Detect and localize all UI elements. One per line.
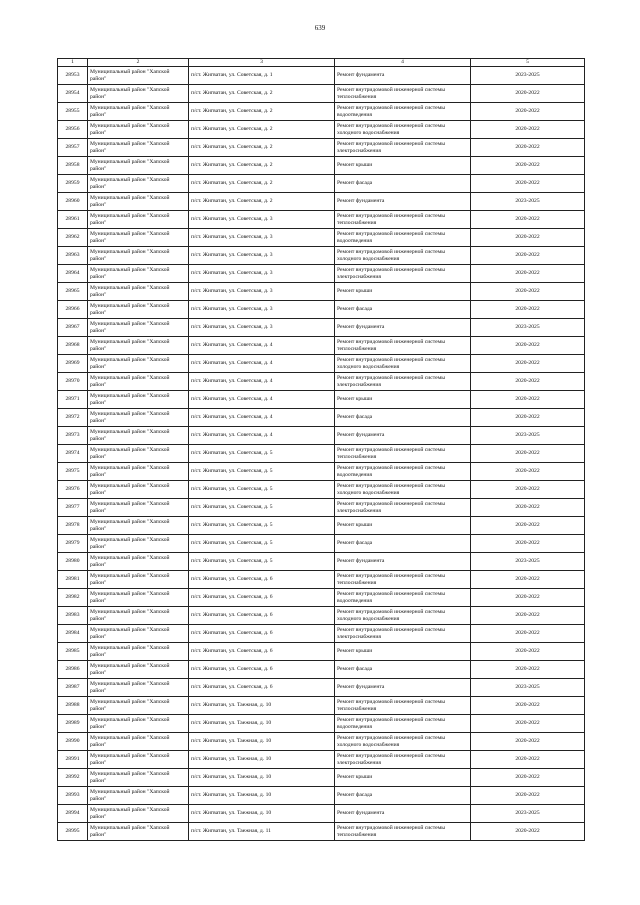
row-number: 28988 [58,697,88,715]
address-cell: п/ст. Жигватан, ул. Советская, д. 2 [189,103,335,121]
address-cell: п/ст. Жигватан, ул. Советская, д. 3 [189,319,335,337]
row-number: 28966 [58,301,88,319]
table-row [58,157,585,175]
row-number: 28975 [58,463,88,481]
municipality-cell: Муниципальный район "Хапской район" [88,805,189,823]
row-number: 28979 [58,535,88,553]
period-cell: 2020-2022 [471,391,585,409]
table-row [58,193,585,211]
municipality-cell: Муниципальный район "Хапской район" [88,571,189,589]
municipality-cell: Муниципальный район "Хапской район" [88,625,189,643]
municipality-cell: Муниципальный район "Хапской район" [88,661,189,679]
table-row [58,517,585,535]
address-cell: п/ст. Жигватан, ул. Советская, д. 5 [189,481,335,499]
work-type-cell: Ремонт фасада [335,175,471,193]
municipality-cell: Муниципальный район "Хапской район" [88,157,189,175]
address-cell: п/ст. Жигватан, ул. Советская, д. 3 [189,265,335,283]
address-cell: п/ст. Жигватан, ул. Советская, д. 6 [189,679,335,697]
address-cell: п/ст. Жигватан, ул. Советская, д. 3 [189,211,335,229]
period-cell: 2020-2022 [471,121,585,139]
column-header-5: 5 [471,59,585,67]
address-cell: п/ст. Жигватан, ул. Советская, д. 6 [189,571,335,589]
work-type-cell: Ремонт внутридомовой инженерной системы электроснабжения [335,373,471,391]
work-type-cell: Ремонт внутридомовой инженерной системы теплоснабжения [335,85,471,103]
table-row [58,481,585,499]
period-cell: 2020-2022 [471,463,585,481]
period-cell: 2020-2022 [471,229,585,247]
table-row [58,337,585,355]
address-cell: п/ст. Жигватан, ул. Советская, д. 4 [189,409,335,427]
table-row [58,463,585,481]
work-type-cell: Ремонт фасада [335,409,471,427]
work-type-cell: Ремонт фундамента [335,193,471,211]
address-cell: п/ст. Жигватан, ул. Советская, д. 2 [189,193,335,211]
period-cell: 2020-2022 [471,535,585,553]
table-row [58,625,585,643]
table-row [58,607,585,625]
period-cell: 2020-2022 [471,373,585,391]
row-number: 28982 [58,589,88,607]
period-cell: 2020-2022 [471,103,585,121]
address-cell: п/ст. Жигватан, ул. Советская, д. 4 [189,337,335,355]
period-cell: 2020-2022 [471,445,585,463]
repair-schedule-table [57,58,585,841]
municipality-cell: Муниципальный район "Хапской район" [88,517,189,535]
period-cell: 2020-2022 [471,211,585,229]
address-cell: п/ст. Жигватан, ул. Советская, д. 4 [189,373,335,391]
municipality-cell: Муниципальный район "Хапской район" [88,85,189,103]
row-number: 28992 [58,769,88,787]
address-cell: п/ст. Жигватан, ул. Советская, д. 6 [189,589,335,607]
work-type-cell: Ремонт внутридомовой инженерной системы водоотведения [335,229,471,247]
row-number: 28955 [58,103,88,121]
table-body [58,67,585,841]
row-number: 28984 [58,625,88,643]
municipality-cell: Муниципальный район "Хапской район" [88,823,189,841]
municipality-cell: Муниципальный район "Хапской район" [88,265,189,283]
row-number: 28978 [58,517,88,535]
municipality-cell: Муниципальный район "Хапской район" [88,787,189,805]
address-cell: п/ст. Жигватан, ул. Советская, д. 2 [189,85,335,103]
address-cell: п/ст. Жигватан, ул. Советская, д. 6 [189,607,335,625]
period-cell: 2020-2022 [471,769,585,787]
table-row [58,427,585,445]
period-cell: 2020-2022 [471,661,585,679]
work-type-cell: Ремонт внутридомовой инженерной системы холодного водоснабжения [335,355,471,373]
address-cell: п/ст. Жигватан, ул. Советская, д. 5 [189,517,335,535]
municipality-cell: Муниципальный район "Хапской район" [88,445,189,463]
table-row [58,211,585,229]
period-cell: 2020-2022 [471,175,585,193]
municipality-cell: Муниципальный район "Хапской район" [88,67,189,85]
row-number: 28959 [58,175,88,193]
row-number: 28989 [58,715,88,733]
page-number: 639 [314,24,326,32]
work-type-cell: Ремонт крыши [335,283,471,301]
address-cell: п/ст. Жигватан, ул. Таежная, д. 10 [189,787,335,805]
row-number: 28956 [58,121,88,139]
table-row [58,823,585,841]
work-type-cell: Ремонт фундамента [335,67,471,85]
row-number: 28971 [58,391,88,409]
address-cell: п/ст. Жигватан, ул. Таежная, д. 11 [189,823,335,841]
work-type-cell: Ремонт внутридомовой инженерной системы электроснабжения [335,751,471,769]
row-number: 28976 [58,481,88,499]
period-cell: 2020-2022 [471,625,585,643]
work-type-cell: Ремонт внутридомовой инженерной системы теплоснабжения [335,571,471,589]
municipality-cell: Муниципальный район "Хапской район" [88,643,189,661]
work-type-cell: Ремонт внутридомовой инженерной системы холодного водоснабжения [335,121,471,139]
period-cell: 2023-2025 [471,805,585,823]
period-cell: 2023-2025 [471,679,585,697]
period-cell: 2023-2025 [471,427,585,445]
work-type-cell: Ремонт внутридомовой инженерной системы электроснабжения [335,265,471,283]
work-type-cell: Ремонт внутридомовой инженерной системы теплоснабжения [335,823,471,841]
address-cell: п/ст. Жигватан, ул. Таежная, д. 10 [189,805,335,823]
period-cell: 2020-2022 [471,265,585,283]
address-cell: п/ст. Жигватан, ул. Советская, д. 6 [189,643,335,661]
table-row [58,121,585,139]
address-cell: п/ст. Жигватан, ул. Советская, д. 2 [189,157,335,175]
address-cell: п/ст. Жигватан, ул. Советская, д. 5 [189,499,335,517]
table-row [58,301,585,319]
period-cell: 2023-2025 [471,193,585,211]
work-type-cell: Ремонт внутридомовой инженерной системы теплоснабжения [335,211,471,229]
period-cell: 2020-2022 [471,409,585,427]
address-cell: п/ст. Жигватан, ул. Советская, д. 5 [189,463,335,481]
row-number: 28967 [58,319,88,337]
row-number: 28957 [58,139,88,157]
row-number: 28958 [58,157,88,175]
row-number: 28964 [58,265,88,283]
table-row [58,67,585,85]
row-number: 28983 [58,607,88,625]
work-type-cell: Ремонт внутридомовой инженерной системы холодного водоснабжения [335,481,471,499]
work-type-cell: Ремонт крыши [335,157,471,175]
municipality-cell: Муниципальный район "Хапской район" [88,499,189,517]
table-row [58,319,585,337]
row-number: 28991 [58,751,88,769]
address-cell: п/ст. Жигватан, ул. Советская, д. 2 [189,139,335,157]
address-cell: п/ст. Жигватан, ул. Советская, д. 3 [189,283,335,301]
work-type-cell: Ремонт внутридомовой инженерной системы электроснабжения [335,625,471,643]
address-cell: п/ст. Жигватан, ул. Таежная, д. 10 [189,751,335,769]
row-number: 28994 [58,805,88,823]
period-cell: 2020-2022 [471,499,585,517]
address-cell: п/ст. Жигватан, ул. Советская, д. 2 [189,121,335,139]
row-number: 28974 [58,445,88,463]
table-row [58,553,585,571]
row-number: 28970 [58,373,88,391]
work-type-cell: Ремонт внутридомовой инженерной системы теплоснабжения [335,445,471,463]
address-cell: п/ст. Жигватан, ул. Таежная, д. 10 [189,697,335,715]
table-row [58,445,585,463]
work-type-cell: Ремонт внутридомовой инженерной системы водоотведения [335,589,471,607]
row-number: 28990 [58,733,88,751]
table-row [58,679,585,697]
address-cell: п/ст. Жигватан, ул. Советская, д. 6 [189,625,335,643]
table-row [58,787,585,805]
work-type-cell: Ремонт фасада [335,787,471,805]
row-number: 28954 [58,85,88,103]
municipality-cell: Муниципальный район "Хапской район" [88,589,189,607]
address-cell: п/ст. Жигватан, ул. Советская, д. 5 [189,445,335,463]
work-type-cell: Ремонт фундамента [335,805,471,823]
work-type-cell: Ремонт внутридомовой инженерной системы водоотведения [335,103,471,121]
municipality-cell: Муниципальный район "Хапской район" [88,733,189,751]
address-cell: п/ст. Жигватан, ул. Таежная, д. 10 [189,769,335,787]
table-row [58,175,585,193]
period-cell: 2020-2022 [471,517,585,535]
municipality-cell: Муниципальный район "Хапской район" [88,229,189,247]
table-row [58,283,585,301]
row-number: 28987 [58,679,88,697]
period-cell: 2020-2022 [471,337,585,355]
address-cell: п/ст. Жигватан, ул. Советская, д. 3 [189,229,335,247]
municipality-cell: Муниципальный район "Хапской район" [88,409,189,427]
address-cell: п/ст. Жигватан, ул. Советская, д. 3 [189,301,335,319]
column-header-4: 4 [335,59,471,67]
period-cell: 2023-2025 [471,319,585,337]
municipality-cell: Муниципальный район "Хапской район" [88,193,189,211]
municipality-cell: Муниципальный район "Хапской район" [88,337,189,355]
work-type-cell: Ремонт внутридомовой инженерной системы электроснабжения [335,499,471,517]
municipality-cell: Муниципальный район "Хапской район" [88,697,189,715]
municipality-cell: Муниципальный район "Хапской район" [88,355,189,373]
work-type-cell: Ремонт внутридомовой инженерной системы водоотведения [335,463,471,481]
period-cell: 2020-2022 [471,301,585,319]
row-number: 28981 [58,571,88,589]
period-cell: 2020-2022 [471,823,585,841]
work-type-cell: Ремонт крыши [335,391,471,409]
period-cell: 2020-2022 [471,139,585,157]
period-cell: 2020-2022 [471,157,585,175]
table-row [58,643,585,661]
period-cell: 2020-2022 [471,697,585,715]
address-cell: п/ст. Жигватан, ул. Советская, д. 4 [189,391,335,409]
row-number: 28986 [58,661,88,679]
address-cell: п/ст. Жигватан, ул. Советская, д. 4 [189,427,335,445]
work-type-cell: Ремонт крыши [335,517,471,535]
table-row [58,229,585,247]
table-row [58,391,585,409]
municipality-cell: Муниципальный район "Хапской район" [88,679,189,697]
work-type-cell: Ремонт внутридомовой инженерной системы холодного водоснабжения [335,733,471,751]
address-cell: п/ст. Жигватан, ул. Таежная, д. 10 [189,715,335,733]
period-cell: 2020-2022 [471,247,585,265]
row-number: 28961 [58,211,88,229]
work-type-cell: Ремонт внутридомовой инженерной системы холодного водоснабжения [335,607,471,625]
row-number: 28953 [58,67,88,85]
municipality-cell: Муниципальный район "Хапской район" [88,751,189,769]
period-cell: 2020-2022 [471,787,585,805]
municipality-cell: Муниципальный район "Хапской район" [88,391,189,409]
address-cell: п/ст. Жигватан, ул. Советская, д. 2 [189,175,335,193]
row-number: 28980 [58,553,88,571]
municipality-cell: Муниципальный район "Хапской район" [88,103,189,121]
table-row [58,715,585,733]
work-type-cell: Ремонт фасада [335,535,471,553]
municipality-cell: Муниципальный район "Хапской район" [88,121,189,139]
table-row [58,751,585,769]
address-cell: п/ст. Жигватан, ул. Советская, д. 3 [189,247,335,265]
municipality-cell: Муниципальный район "Хапской район" [88,301,189,319]
work-type-cell: Ремонт внутридомовой инженерной системы холодного водоснабжения [335,247,471,265]
period-cell: 2020-2022 [471,571,585,589]
municipality-cell: Муниципальный район "Хапской район" [88,211,189,229]
address-cell: п/ст. Жигватан, ул. Таежная, д. 10 [189,733,335,751]
row-number: 28973 [58,427,88,445]
municipality-cell: Муниципальный район "Хапской район" [88,481,189,499]
table-row [58,697,585,715]
work-type-cell: Ремонт крыши [335,643,471,661]
period-cell: 2023-2025 [471,67,585,85]
table-row [58,85,585,103]
period-cell: 2023-2025 [471,553,585,571]
work-type-cell: Ремонт внутридомовой инженерной системы теплоснабжения [335,337,471,355]
municipality-cell: Муниципальный район "Хапской район" [88,463,189,481]
table-row [58,661,585,679]
work-type-cell: Ремонт фасада [335,301,471,319]
municipality-cell: Муниципальный район "Хапской район" [88,247,189,265]
work-type-cell: Ремонт фасада [335,661,471,679]
table-row [58,247,585,265]
table-row [58,535,585,553]
table-row [58,589,585,607]
work-type-cell: Ремонт внутридомовой инженерной системы электроснабжения [335,139,471,157]
address-cell: п/ст. Жигватан, ул. Советская, д. 5 [189,535,335,553]
municipality-cell: Муниципальный район "Хапской район" [88,175,189,193]
address-cell: п/ст. Жигватан, ул. Советская, д. 1 [189,67,335,85]
table-row [58,571,585,589]
period-cell: 2020-2022 [471,751,585,769]
address-cell: п/ст. Жигватан, ул. Советская, д. 4 [189,355,335,373]
period-cell: 2020-2022 [471,355,585,373]
period-cell: 2020-2022 [471,85,585,103]
work-type-cell: Ремонт фундамента [335,679,471,697]
row-number: 28993 [58,787,88,805]
work-type-cell: Ремонт крыши [335,769,471,787]
table-row [58,265,585,283]
row-number: 28965 [58,283,88,301]
work-type-cell: Ремонт фундамента [335,319,471,337]
period-cell: 2020-2022 [471,715,585,733]
municipality-cell: Муниципальный район "Хапской район" [88,319,189,337]
address-cell: п/ст. Жигватан, ул. Советская, д. 5 [189,553,335,571]
table-header [58,59,585,67]
table-row [58,139,585,157]
municipality-cell: Муниципальный район "Хапской район" [88,427,189,445]
table-row [58,733,585,751]
period-cell: 2020-2022 [471,733,585,751]
municipality-cell: Муниципальный район "Хапской район" [88,373,189,391]
municipality-cell: Муниципальный район "Хапской район" [88,139,189,157]
municipality-cell: Муниципальный район "Хапской район" [88,607,189,625]
period-cell: 2020-2022 [471,643,585,661]
row-number: 28985 [58,643,88,661]
table-row [58,769,585,787]
row-number: 28963 [58,247,88,265]
period-cell: 2020-2022 [471,481,585,499]
column-header-1: 1 [58,59,88,67]
table-row [58,103,585,121]
column-header-2: 2 [88,59,189,67]
row-number: 28972 [58,409,88,427]
table-row [58,499,585,517]
table-row [58,409,585,427]
table-row [58,373,585,391]
period-cell: 2020-2022 [471,589,585,607]
column-header-3: 3 [189,59,335,67]
work-type-cell: Ремонт фундамента [335,427,471,445]
row-number: 28962 [58,229,88,247]
row-number: 28995 [58,823,88,841]
work-type-cell: Ремонт фундамента [335,553,471,571]
period-cell: 2020-2022 [471,283,585,301]
row-number: 28977 [58,499,88,517]
row-number: 28968 [58,337,88,355]
municipality-cell: Муниципальный район "Хапской район" [88,769,189,787]
address-cell: п/ст. Жигватан, ул. Советская, д. 6 [189,661,335,679]
table-row [58,805,585,823]
row-number: 28969 [58,355,88,373]
municipality-cell: Муниципальный район "Хапской район" [88,535,189,553]
work-type-cell: Ремонт внутридомовой инженерной системы водоотведения [335,715,471,733]
municipality-cell: Муниципальный район "Хапской район" [88,715,189,733]
row-number: 28960 [58,193,88,211]
table-row [58,355,585,373]
period-cell: 2020-2022 [471,607,585,625]
municipality-cell: Муниципальный район "Хапской район" [88,553,189,571]
work-type-cell: Ремонт внутридомовой инженерной системы теплоснабжения [335,697,471,715]
municipality-cell: Муниципальный район "Хапской район" [88,283,189,301]
